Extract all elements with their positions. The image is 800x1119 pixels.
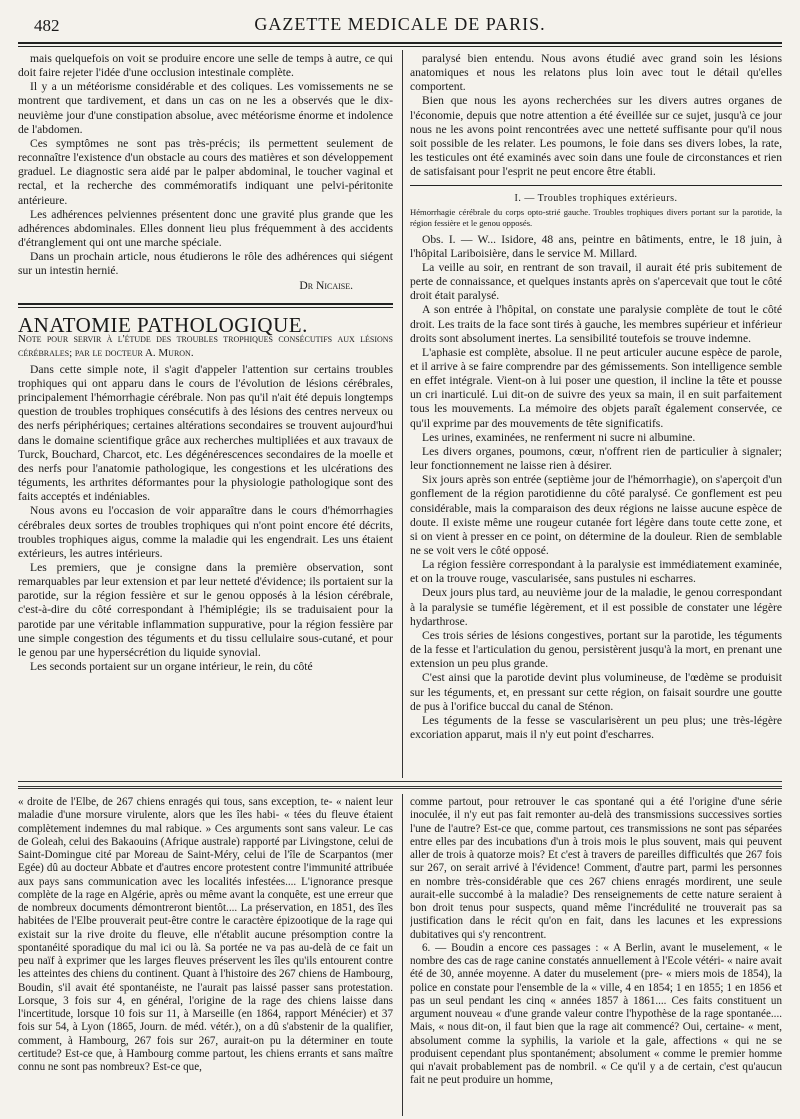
section-title: ANATOMIE PATHOLOGIQUE. bbox=[18, 312, 308, 337]
paragraph: Les premiers, que je consigne dans la première observation, sont remarquables par leur extension et par leur netteté d'évidence; ils portaient sur la parotide, sur la région fessière et sur le genou opposés à la lésion cérébrale, c'est-à-dire du côté correspondant à l'hémiplégie; ils se traduisaient pour la parotide par une véritable inflammation suppurative, pour la région fessière par une simple congestion des téguments et du tissu cellulaire sous-cutané, et pour le genou par une hypersécrétion du liquide synovial. bbox=[18, 561, 393, 659]
column-divider bbox=[402, 50, 403, 778]
paragraph: Nous avons eu l'occasion de voir apparaître dans le cours d'hémorrhagies cérébrales deux sortes de troubles trophiques qui n'ont point encore été décrits, troubles trophiques aigus, comme la maladie qui les engendrait. Les uns étaient extérieurs, les autres intérieurs. bbox=[18, 504, 393, 560]
section-rule bbox=[18, 303, 393, 305]
section-rule-thin bbox=[18, 307, 393, 308]
author-signature: Dr Nicaise. bbox=[299, 278, 353, 292]
header-rule bbox=[18, 42, 782, 44]
paragraph: Dans un prochain article, nous étudierons le rôle des adhérences qui siégent sur un intestin hernié. bbox=[18, 250, 393, 278]
paragraph: 6. — Boudin a encore ces passages : « A Berlin, avant le muselement, « le nombre des cas de rage canine constatés annuellement à l'Ecole vétéri- « naire avait été de 30, année moyenne. A dater du muselement (pre- « miers mois de 1854), la police en constate pour l'ensemble de la « ville, 4 en 1854; 1 en 1855; 1 en 1856 et pas un seul pendant les cinq « années 1857 à 1861.... Ces faits constituent un argument nouveau « d'une grande valeur contre l'hypothèse de la rage spontanée.... Mais, « nous dit-on, il faut bien que la rage ait commencé? Oui, certaine- « ment, absolument comme la syphilis, la variole et la gale, affections « qui ne se produisent cependant plus spontanément; absolument « comme le premier homme qui n'avait probablement pas de nombril. « Ce qu'il y a de certain, c'est qu'aucun fait ne peut produire un homme, bbox=[410, 941, 782, 1087]
paragraph: Six jours après son entrée (septième jour de l'hémorrhagie), on s'aperçoit d'un gonflement de la région parotidienne du côté paralysé. Ce gonflement est peu considérable, mais la comparaison des deux régions ne laisse aucune espèce de doute. Il existe même une rougeur cutanée fort légère dans toute cette zone, et si on vient à presser en ce point, on détermine de la douleur. Rien de semblable ne se voit vers le côté opposé. bbox=[410, 473, 782, 557]
article-subtitle: Note pour servir à l'étude des troubles trophiques consécutifs aux lésions cérébrales; par le docteur A. Muron. bbox=[18, 332, 393, 359]
paragraph: A son entrée à l'hôpital, on constate une paralysie complète de tout le côté droit. Les traits de la face sont tirés à gauche, les membres supérieur et inférieur droits sont absolument inertes. La sensibilité toutefois se trouve indemne. bbox=[410, 303, 782, 345]
paragraph: Deux jours plus tard, au neuvième jour de la maladie, le genou correspondant à la paralysie se tuméfie légèrement, et il est possible de constater une légère hydarthrose. bbox=[410, 586, 782, 628]
page-header bbox=[0, 0, 800, 44]
right-bottom-column bbox=[410, 796, 782, 1114]
paragraph: Ces symptômes ne sont pas très-précis; ils permettent seulement de reconnaître l'existence d'un obstacle au cours des matières et son développement graduel. Le diagnostic sera aidé par le palper abdominal, le toucher vaginal et rectal, et la recherche des commémoratifs indiquant une pelvi-péritonite antérieure. bbox=[18, 136, 393, 207]
paragraph: Les seconds portaient sur un organe intérieur, le rein, du côté bbox=[30, 660, 313, 674]
case-rule bbox=[410, 185, 782, 186]
journal-title: GAZETTE MEDICALE DE PARIS. bbox=[254, 14, 546, 34]
paragraph: Dans cette simple note, il s'agit d'appeler l'attention sur certains troubles trophiques qui ont apparu dans le cours de l'évolution de lésions cérébrales, principalement l'hémorrhagie cérébrale. Non pas qu'il n'ait été depuis longtemps question de troubles trophiques consécutifs à des lésions des centres nerveux ou des nerfs périphériques; certaines altérations secondaires se trouvent aujourd'hui dans le domaine scientifique grâce aux recherches multipliées et aux travaux de Turck, Bouchard, Charcot, etc. Les dégénérescences secondaires de la moelle et des nerfs pour l'anatomie pathologique, les congestions et les ulcérations des téguments, les arthrites déformantes pour la physiologie pathologique sont des faits acceptés et indéniables. bbox=[18, 362, 393, 504]
column-divider-bottom bbox=[402, 794, 403, 1116]
case-heading: I. — Troubles trophiques extérieurs. bbox=[514, 193, 678, 205]
paragraph: Il y a un météorisme considérable et des coliques. Les vomissements ne se montrent que tardivement, et dans un cas on ne les a observés que le dix-neuvième jour d'une constipation absolue, avec météorisme énorme et indolence de l'abdomen. bbox=[18, 80, 393, 136]
paragraph: Les urines, examinées, ne renferment ni sucre ni albumine. bbox=[422, 430, 696, 444]
paragraph: Obs. I. — W... Isidore, 48 ans, peintre en bâtiments, entre, le 18 juin, à l'hôpital Lariboisière, dans le service M. Millard. bbox=[410, 232, 782, 260]
feuilleton-separator-double bbox=[18, 786, 782, 789]
paragraph: « droite de l'Elbe, de 267 chiens enragés qui tous, sans exception, te- « naient leur maladie d'une morsure virulente, alors que les îles habi- « tées du fleuve étaient complètement indemnes du mal rabique. » Ces arguments sont sans valeur. Le cas de Goleah, celui des Bakaouins (Afrique australe) rapporté par Livingstone, celui de Saint-Domingue cité par Moreau de Saint-Méry, celui de l'île de Scarpantos (mer Egée) dû au docteur Abbate et d'autres encore protestent contre l'immunité attribuée aux pays sans communication avec les localités infestées.... L'ignorance presque complète de la rage en Algérie, après ou même avant la conquête, est une erreur que de nombreux documents démontreront bientôt.... La préservation, en 1851, des îles habitées de l'Elbe prouverait peut-être contre le caractère épizootique de la rage qui existait sur la rive droite du fleuve, elle n'établit aucune présomption contre la spontanéité sporadique du mal ici ou là. Sa portée ne va pas au-delà de ce fait un peu naïf à exprimer que les larges fleuves préservent les îles qu'ils entourent contre les atteintes des chiens du continent. Quant à l'histoire des 267 chiens de Hambourg, Boudin, s'il avait été spontanéiste, ne l'aurait pas laissé passer sans protestation. Lorsque, 3 fois sur 4, en général, l'origine de la rage des chiens laisse dans l'incertitude, lorsque 10 fois sur 11, à Marseille (en 1864, rapport Ménécier) et 37 fois sur 54, à Lyon (1865, Journ. de méd. vétér.), on a dû s'abstenir de la qualifier, comment, à Hambourg, 267 fois sur 267, aurait-on pu la déterminer en toute certitude? Est-ce que, à Hambourg comme partout, les chiens errants et sans maître connu ne sont pas nombreux? Est-ce que, bbox=[18, 796, 393, 1073]
paragraph: La région fessière correspondant à la paralysie est immédiatement examinée, et on la trouve rouge, vascularisée, sans pustules ni escharres. bbox=[410, 558, 782, 586]
paragraph: Ces trois séries de lésions congestives, portant sur la parotide, les téguments de la fesse et l'articulation du genou, persistèrent jusqu'à la mort, en prenant une extension un peu plus grande. bbox=[410, 628, 782, 671]
paragraph: comme partout, pour retrouver le cas spontané qui a été l'origine d'une série inoculée, il n'y eut pas fait remonter au-delà des transmissions successives sorties l'une de l'autre? Est-ce que, comme partout, ces transmissions ne sont pas séparées entre elles par des incubations d'un à trois mois le plus souvent, mais qui peuvent aller de trois à quatorze mois? Et c'est à travers de pareilles difficultés que 267 fois sur 267, on serait arrivé à l'évidence! Comment, d'autre part, parmi les personnes en nombre très-considérable que ces 267 chiens enragés mordirent, une seule aurait-elle succombé à la maladie? Des renseignements de cette nature seraient à bon droit tenus pour suspects, quand même l'incrédulité ne trouverait pas sa justification dans le récit qu'on en fait, dans les lacunes et les expressions dubitatives qui s'y rencontrent. bbox=[410, 796, 782, 941]
paragraph: Les adhérences pelviennes présentent donc une gravité plus grande que les adhérences abdominales. Elles donnent lieu plus fréquemment à des accidents d'étranglement qui ont une marche spéciale. bbox=[18, 207, 393, 250]
left-bottom-column bbox=[18, 796, 393, 1114]
paragraph: Les téguments de la fesse se vascularisèrent un peu plus; une très-légère excoriation apparut, mais il n'y eut point d'escharres. bbox=[410, 713, 782, 742]
case-subheading: Hémorrhagie cérébrale du corps opto-strié gauche. Troubles trophiques divers portant sur la parotide, la région fessière et le genou opposés. bbox=[410, 206, 782, 228]
paragraph: C'est ainsi que la parotide devint plus volumineuse, de l'œdème se produisit sur les téguments, et, en pressant sur cette région, on faisait sourdre une goutte de pus à l'orifice buccal du canal de Sténon. bbox=[410, 671, 782, 713]
paragraph: L'aphasie est complète, absolue. Il ne peut articuler aucune espèce de parole, et il arrive à se faire comprendre par des gémissements. Son intelligence semble en effet intégrale. Vient-on à lui poser une question, il incline la tête et pousse un cri inarticulé. Lui dit-on de suivre des yeux sa main, il en suit parfaitement tous les mouvements. La mémoire des objets paraît également conservée, ce qu'il exprime par des mouvements de tête significatifs. bbox=[410, 345, 782, 430]
left-top-column bbox=[18, 52, 393, 778]
paragraph: paralysé bien entendu. Nous avons étudié avec grand soin les lésions anatomiques et nous les relatons plus loin avec tout le détail qu'elles comportent. bbox=[410, 52, 782, 94]
paragraph: Les divers organes, poumons, cœur, n'offrent rien de particulier à signaler; leur fonctionnement ne laisse rien à désirer. bbox=[410, 444, 782, 473]
paragraph: mais quelquefois on voit se produire encore une selle de temps à autre, ce qui doit faire rejeter l'idée d'une occlusion intestinale complète. bbox=[18, 52, 393, 80]
paragraph: La veille au soir, en rentrant de son travail, il aurait été pris subitement de perte de connaissance, et quelques instants après on s'apercevait que tout le côté droit était paralysé. bbox=[410, 260, 782, 303]
header-rule-thin bbox=[18, 46, 782, 47]
paragraph: Bien que nous les ayons recherchées sur les divers autres organes de l'économie, depuis que notre attention a été éveillée sur ce sujet, jusqu'à ce jour nous ne les avons point rencontrées avec une netteté suffisante pour qu'il nous soit possible de les relater. Les poumons, le foie dans ses divers lobes, la rate, les testicules ont été examinés avec soin dans une foule de circonstances et rien de satisfaisant pour l'esprit ne peut encore être établi. bbox=[410, 94, 782, 179]
page-number: 482 bbox=[34, 16, 60, 35]
feuilleton-separator bbox=[18, 781, 782, 782]
right-top-column bbox=[410, 52, 782, 778]
